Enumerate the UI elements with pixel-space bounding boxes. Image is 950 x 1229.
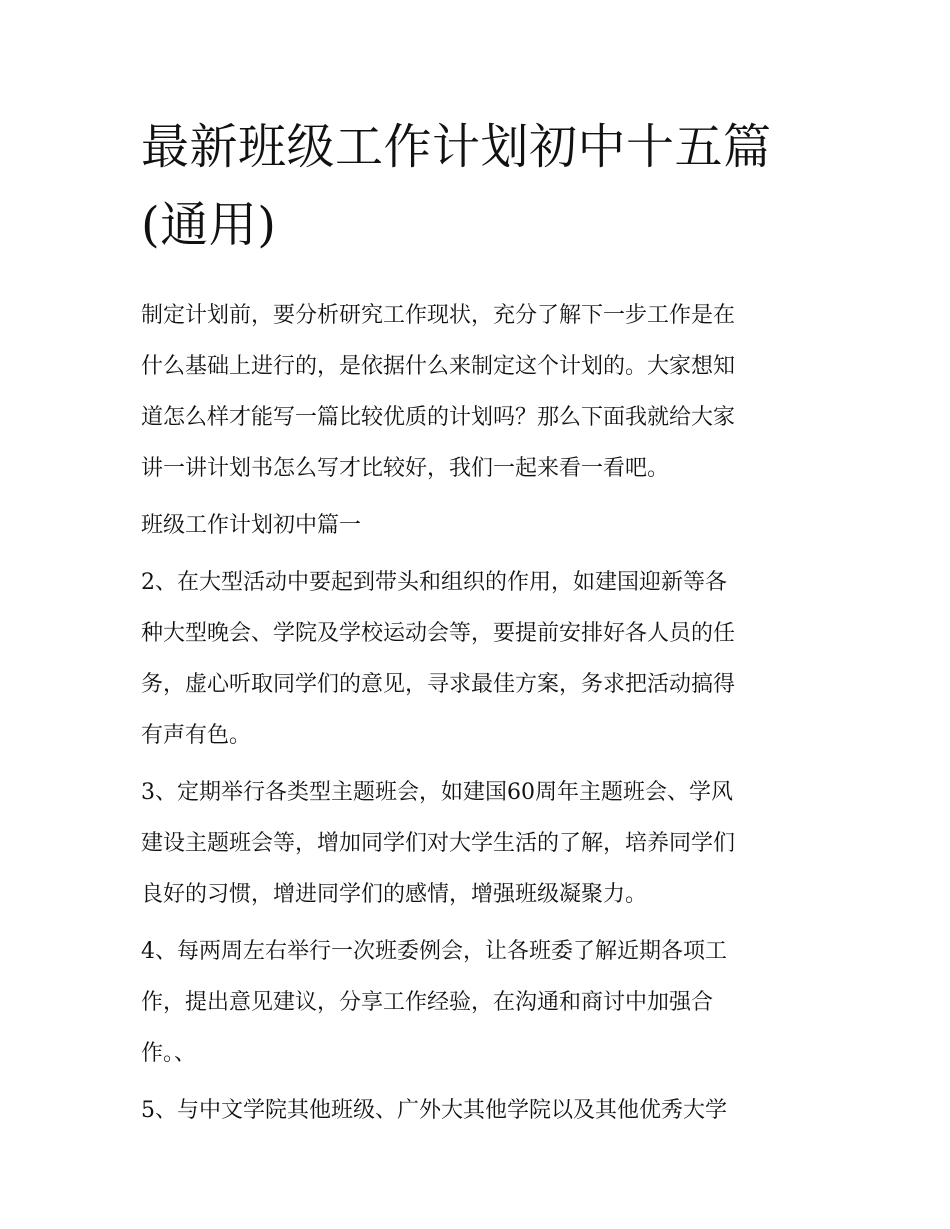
intro-paragraph: 制定计划前，要分析研究工作现状，充分了解下一步工作是在 什么基础上进行的，是依据什么来制定这个计划的。大家想知 道怎么样才能写一篇比较优质的计划吗？那么下面我就给大家 讲一讲计划书怎么写才比较好，我们一起来看一看吧。: [141, 303, 736, 481]
document-page: [141, 108, 821, 1142]
list-item-5: 5、与中文学院其他班级、广外大其他学院以及其他优秀大学: [141, 1098, 727, 1123]
list-item-2: 2、在大型活动中要起到带头和组织的作用，如建国迎新等各 种大型晚会、学院及学校运动会等，要提前安排好各人员的任 务，虚心听取同学们的意见，寻求最佳方案，务求把活动搞得 有声有色。: [141, 570, 736, 748]
document-title: 最新班级工作计划初中十五篇 (通用): [141, 119, 772, 253]
list-item-3: 3、定期举行各类型主题班会，如建国60周年主题班会、学风 建设主题班会等，增加同学们对大学生活的了解，培养同学们 良好的习惯，增进同学们的感情，增强班级凝聚力。: [141, 780, 736, 907]
list-item-4: 4、每两周左右举行一次班委例会，让各班委了解近期各项工 作，提出意见建议，分享工作经验，在沟通和商讨中加强合 作。、: [141, 939, 727, 1066]
document-body: [141, 290, 821, 1136]
section-heading: 班级工作计划初中篇一: [141, 513, 362, 538]
